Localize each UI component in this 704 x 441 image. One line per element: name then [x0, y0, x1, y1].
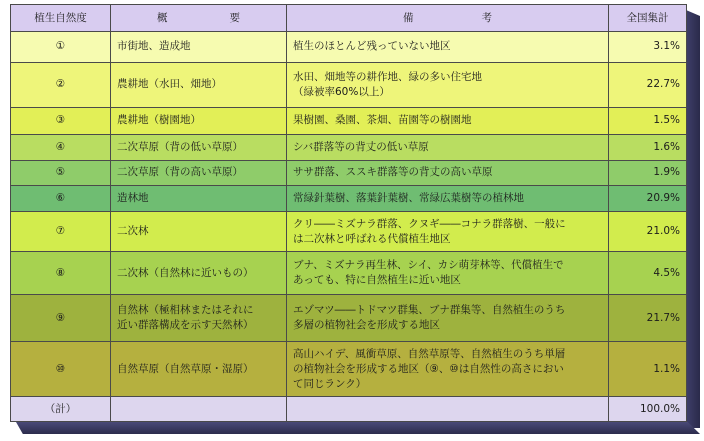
- row-share: 21.7%: [609, 295, 687, 342]
- header-category-a: 概: [157, 11, 168, 24]
- row-level: ⑦: [11, 211, 111, 252]
- row-level: ④: [11, 135, 111, 161]
- row-category: 二次林: [111, 211, 287, 252]
- row-share: 4.5%: [609, 252, 687, 295]
- total-label: （計）: [11, 397, 111, 422]
- row-level: ⑥: [11, 186, 111, 212]
- row-level: ⑧: [11, 252, 111, 295]
- row-notes: 果樹園、桑園、茶畑、苗園等の樹園地: [287, 107, 609, 135]
- row-level: ②: [11, 62, 111, 107]
- table-row: [11, 135, 687, 161]
- row-category: 二次草原（背の低い草原）: [111, 135, 287, 161]
- table-row: [11, 186, 687, 212]
- row-category: 自然林（極相林またはそれに 近い群落構成を示す天然林）: [111, 295, 287, 342]
- table-row: [11, 62, 687, 107]
- vegetation-naturalness-table-panel: [10, 4, 686, 430]
- row-category: 造林地: [111, 186, 287, 212]
- row-share: 20.9%: [609, 186, 687, 212]
- row-level: ①: [11, 32, 111, 63]
- table-row: [11, 107, 687, 135]
- total-row: [11, 397, 687, 422]
- header-share: 全国集計: [609, 5, 687, 32]
- header-notes-a: 備: [403, 11, 414, 24]
- row-share: 21.0%: [609, 211, 687, 252]
- row-notes: クリ――ミズナラ群落、クヌギ――コナラ群落樹、一般に は二次林と呼ばれる代償植生地区: [287, 211, 609, 252]
- row-category: 農耕地（樹園地）: [111, 107, 287, 135]
- row-notes: シバ群落等の背丈の低い草原: [287, 135, 609, 161]
- row-notes: 常緑針葉樹、落葉針葉樹、常緑広葉樹等の植林地: [287, 186, 609, 212]
- header-notes-b: 考: [481, 11, 492, 24]
- header-category-b: 要: [229, 11, 240, 24]
- header-level: 植生自然度: [11, 5, 111, 32]
- row-share: 3.1%: [609, 32, 687, 63]
- row-share: 1.6%: [609, 135, 687, 161]
- row-share: 1.9%: [609, 160, 687, 186]
- row-level: ③: [11, 107, 111, 135]
- row-notes: ブナ、ミズナラ再生林、シイ、カシ萌芽林等、代償植生で あっても、特に自然植生に近い地区: [287, 252, 609, 295]
- row-category: 二次草原（背の高い草原）: [111, 160, 287, 186]
- row-level: ⑩: [11, 342, 111, 397]
- row-notes: エゾマツ――トドマツ群集、ブナ群集等、自然植生のうち 多層の植物社会を形成する地区: [287, 295, 609, 342]
- row-share: 1.5%: [609, 107, 687, 135]
- row-notes: 高山ハイデ、風衝草原、自然草原等、自然植生のうち単層 の植物社会を形成する地区（⑨、⑩は自然性の高さにおい て同じランク）: [287, 342, 609, 397]
- row-category: 市街地、造成地: [111, 32, 287, 63]
- row-notes: 水田、畑地等の耕作地、緑の多い住宅地 （緑被率60%以上）: [287, 62, 609, 107]
- panel-edge-bottom: [16, 422, 700, 434]
- total-notes-empty: [287, 397, 609, 422]
- row-level: ⑤: [11, 160, 111, 186]
- header-notes: [287, 5, 609, 32]
- table-row: [11, 32, 687, 63]
- vegetation-naturalness-table: [10, 4, 687, 422]
- table-row: [11, 211, 687, 252]
- row-share: 22.7%: [609, 62, 687, 107]
- row-notes: 植生のほとんど残っていない地区: [287, 32, 609, 63]
- header-category: [111, 5, 287, 32]
- row-share: 1.1%: [609, 342, 687, 397]
- table-row: [11, 160, 687, 186]
- total-share: 100.0%: [609, 397, 687, 422]
- row-category: 農耕地（水田、畑地）: [111, 62, 287, 107]
- header-row: [11, 5, 687, 32]
- panel-edge-right: [686, 10, 700, 428]
- row-notes: ササ群落、ススキ群落等の背丈の高い草原: [287, 160, 609, 186]
- table-row: [11, 252, 687, 295]
- row-level: ⑨: [11, 295, 111, 342]
- row-category: 自然草原（自然草原・湿原）: [111, 342, 287, 397]
- table-row: [11, 342, 687, 397]
- row-category: 二次林（自然林に近いもの）: [111, 252, 287, 295]
- table-row: [11, 295, 687, 342]
- total-category-empty: [111, 397, 287, 422]
